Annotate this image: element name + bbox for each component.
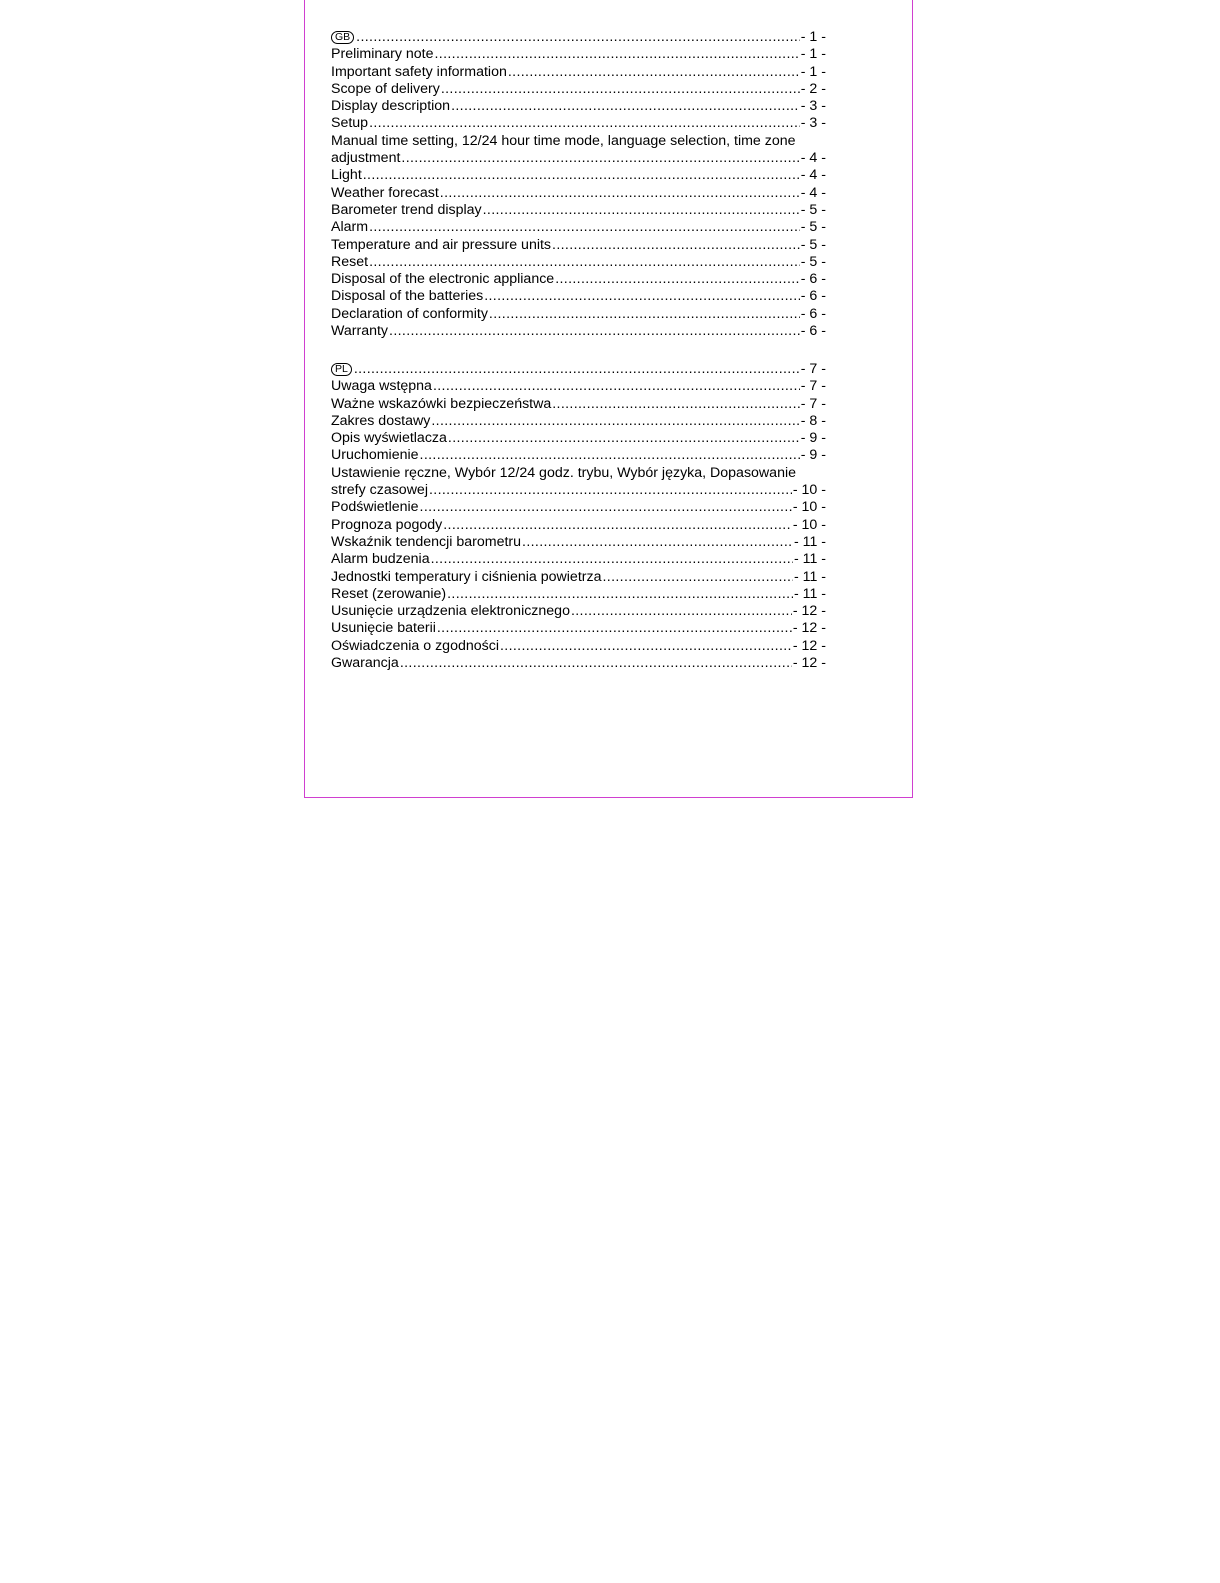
page-number: - 9 - — [800, 430, 826, 447]
toc-entry[interactable] — [331, 202, 826, 219]
toc-entry[interactable] — [331, 430, 826, 447]
toc-entry-gb-header[interactable] — [331, 29, 826, 46]
page-number: - 6 - — [800, 305, 826, 322]
page-number: - 7 - — [800, 361, 826, 377]
leader-dots — [451, 98, 800, 115]
leader-dots — [369, 254, 800, 271]
entry-title: Uwaga wstępna — [331, 378, 432, 395]
entry-title: Reset — [331, 253, 369, 270]
toc-entry[interactable] — [331, 306, 826, 323]
toc-entry[interactable] — [331, 98, 826, 115]
toc-entry[interactable] — [331, 396, 826, 413]
leader-dots — [431, 551, 793, 568]
toc-entry[interactable] — [331, 167, 826, 184]
toc-entry[interactable] — [331, 603, 826, 620]
toc-entry[interactable] — [331, 185, 826, 202]
toc-entry[interactable] — [331, 288, 826, 305]
leader-dots — [552, 396, 800, 413]
toc-entry[interactable] — [331, 517, 826, 534]
leader-dots — [443, 517, 792, 534]
entry-title: Warranty — [331, 323, 389, 340]
page-number: - 3 - — [800, 98, 826, 115]
entry-title: Usunięcie urządzenia elektronicznego — [331, 603, 570, 620]
leader-dots — [522, 534, 793, 551]
leader-dots — [400, 655, 792, 672]
entry-title: adjustment — [331, 150, 401, 167]
toc-entry[interactable] — [331, 81, 826, 98]
page-number: - 11 - — [793, 585, 826, 602]
leader-dots — [354, 361, 800, 378]
toc-entry[interactable] — [331, 271, 826, 288]
entry-title: Display description — [331, 98, 451, 115]
entry-title: Preliminary note — [331, 46, 434, 63]
entry-title: Usunięcie baterii — [331, 620, 436, 637]
page-number: - 12 - — [792, 620, 826, 637]
toc-entry[interactable] — [331, 482, 826, 499]
toc-entry[interactable] — [331, 237, 826, 254]
page-number: - 7 - — [800, 378, 826, 395]
page-number: - 4 - — [800, 167, 826, 184]
leader-dots — [508, 64, 800, 81]
page-number: - 11 - — [793, 551, 826, 568]
entry-title: Oświadczenia o zgodności — [331, 637, 499, 654]
page-number: - 5 - — [800, 201, 826, 218]
leader-dots — [484, 288, 800, 305]
page-number: - 6 - — [800, 271, 826, 288]
entry-title: Prognoza pogody — [331, 516, 443, 533]
entry-title: Light — [331, 167, 362, 184]
page-number: - 8 - — [800, 412, 826, 429]
page-number: - 7 - — [800, 395, 826, 412]
leader-dots — [401, 150, 799, 167]
entry-title: Jednostki temperatury i ciśnienia powietrza — [331, 568, 602, 585]
page-number: - 4 - — [800, 150, 826, 167]
leader-dots — [552, 237, 800, 254]
toc-entry[interactable] — [331, 254, 826, 271]
page-number: - 6 - — [800, 323, 826, 340]
toc-pl — [331, 361, 826, 672]
entry-title: Declaration of conformity — [331, 305, 488, 322]
leader-dots — [369, 115, 800, 132]
toc-entry-wrapped-line[interactable]: Manual time setting, 12/24 hour time mode, language selection, time zone — [331, 132, 796, 149]
leader-dots — [437, 620, 792, 637]
page-number: - 10 - — [792, 499, 826, 516]
toc-gb — [331, 29, 826, 340]
entry-title: Ważne wskazówki bezpieczeństwa — [331, 395, 552, 412]
leader-dots — [363, 167, 800, 184]
page-number: - 1 - — [800, 46, 826, 63]
page-number: - 10 - — [792, 482, 826, 499]
page-number: - 5 - — [800, 236, 826, 253]
leader-dots — [441, 81, 800, 98]
toc-entry[interactable] — [331, 219, 826, 236]
language-badge-gb: GB — [331, 29, 355, 46]
leader-dots — [555, 271, 800, 288]
leader-dots — [420, 499, 792, 516]
leader-dots — [389, 323, 800, 340]
entry-title: Disposal of the electronic appliance — [331, 271, 555, 288]
entry-title: Uruchomienie — [331, 447, 419, 464]
leader-dots — [483, 202, 800, 219]
toc-entry[interactable] — [331, 551, 826, 568]
leader-dots — [489, 306, 800, 323]
page-number: - 12 - — [792, 637, 826, 654]
toc-entry[interactable] — [331, 150, 826, 167]
entry-title: Opis wyświetlacza — [331, 430, 447, 447]
toc-entry[interactable] — [331, 569, 826, 586]
toc-entry[interactable] — [331, 413, 826, 430]
toc-entry[interactable] — [331, 447, 826, 464]
toc-entry[interactable] — [331, 64, 826, 81]
leader-dots — [356, 29, 800, 46]
entry-title: strefy czasowej — [331, 482, 428, 499]
toc-entry[interactable] — [331, 586, 826, 603]
page-number: - 5 - — [800, 253, 826, 270]
leader-dots — [431, 413, 799, 430]
entry-title: Wskaźnik tendencji barometru — [331, 533, 522, 550]
page-number: - 1 - — [800, 63, 826, 80]
toc-entry[interactable] — [331, 499, 826, 516]
entry-title: Scope of delivery — [331, 80, 440, 97]
entry-title: Important safety information — [331, 63, 507, 80]
entry-title: Podświetlenie — [331, 499, 419, 516]
toc-entry[interactable] — [331, 115, 826, 132]
page-number: - 5 - — [800, 219, 826, 236]
entry-title: Setup — [331, 115, 369, 132]
page-number: - 12 - — [792, 655, 826, 672]
page-number: - 2 - — [800, 80, 826, 97]
entry-title: Reset (zerowanie) — [331, 585, 447, 602]
entry-title: Alarm budzenia — [331, 551, 430, 568]
page-number: - 3 - — [800, 115, 826, 132]
page-number: - 9 - — [800, 447, 826, 464]
toc-entry[interactable] — [331, 46, 826, 63]
toc-entry[interactable] — [331, 323, 826, 340]
toc-entry[interactable] — [331, 378, 826, 395]
entry-title: Temperature and air pressure units — [331, 236, 552, 253]
entry-title: Barometer trend display — [331, 201, 482, 218]
entry-title: Weather forecast — [331, 184, 439, 201]
leader-dots — [500, 638, 792, 655]
leader-dots — [420, 447, 800, 464]
leader-dots — [435, 46, 800, 63]
page-number: - 11 - — [793, 533, 826, 550]
page-number: - 4 - — [800, 184, 826, 201]
page-number: - 6 - — [800, 288, 826, 305]
leader-dots — [429, 482, 792, 499]
toc-entry[interactable] — [331, 638, 826, 655]
toc-entry-wrapped-line[interactable]: Ustawienie ręczne, Wybór 12/24 godz. trybu, Wybór języka, Dopasowanie — [331, 464, 797, 481]
leader-dots — [440, 185, 800, 202]
page-number: - 10 - — [792, 516, 826, 533]
toc-entry-pl-header[interactable] — [331, 361, 826, 378]
toc-entry[interactable] — [331, 655, 826, 672]
page-number: - 1 - — [800, 29, 826, 45]
toc-entry[interactable] — [331, 534, 826, 551]
toc-entry[interactable] — [331, 620, 826, 637]
entry-title: Alarm — [331, 219, 369, 236]
entry-title: Zakres dostawy — [331, 412, 431, 429]
leader-dots — [602, 569, 792, 586]
leader-dots — [447, 586, 793, 603]
leader-dots — [433, 378, 800, 395]
language-badge-pl: PL — [331, 361, 353, 378]
entry-title: Gwarancja — [331, 655, 399, 672]
leader-dots — [448, 430, 800, 447]
leader-dots — [369, 219, 800, 236]
leader-dots — [571, 603, 792, 620]
page-number: - 12 - — [792, 603, 826, 620]
page-number: - 11 - — [793, 568, 826, 585]
entry-title: Disposal of the batteries — [331, 288, 484, 305]
